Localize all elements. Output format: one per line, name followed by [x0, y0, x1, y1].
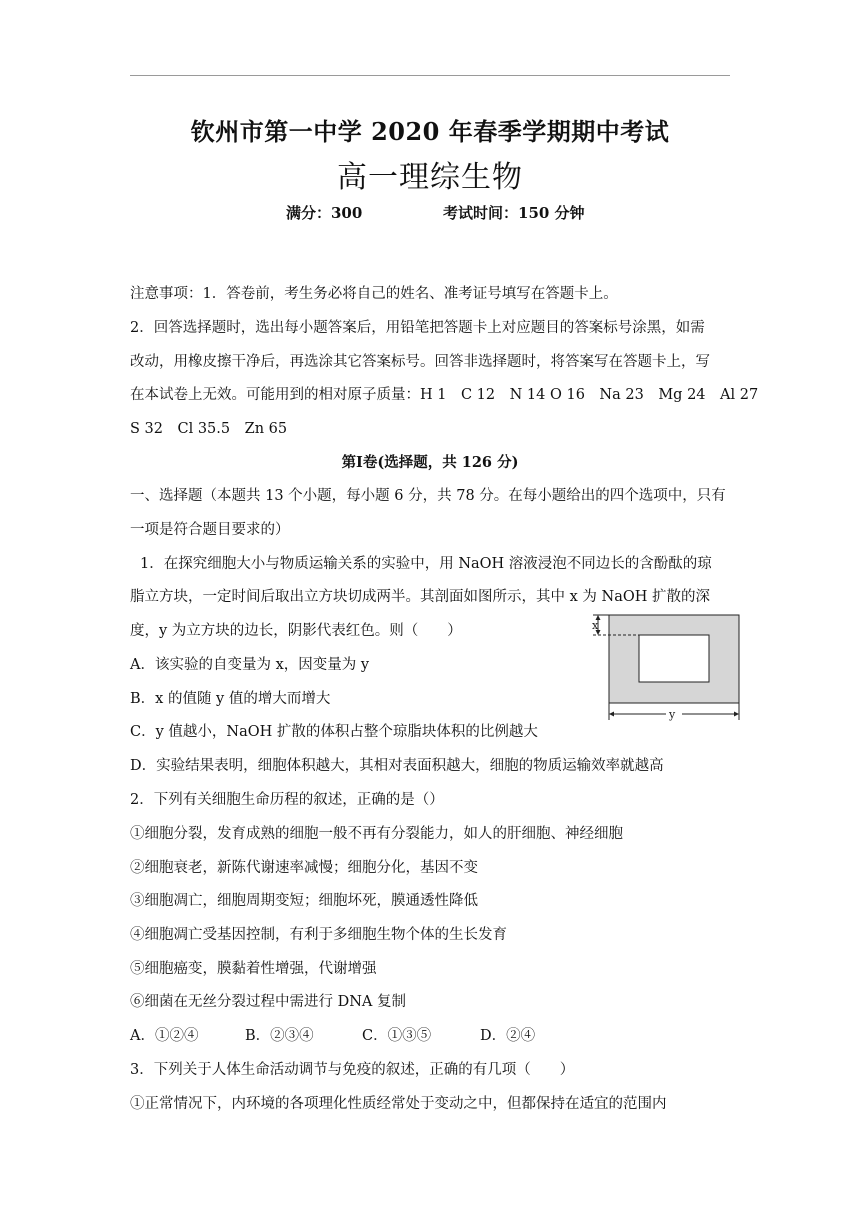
q1-stem: 度，y 为立方块的边长，阴影代表红色。则（ ） — [130, 623, 462, 639]
agar-cube-figure — [584, 610, 744, 722]
q2-option-a: A．①②④ — [130, 1028, 199, 1044]
q2-stem: 2．下列有关细胞生命历程的叙述，正确的是（） — [130, 792, 444, 808]
q1-stem: 脂立方块，一定时间后取出立方块切成两半。其剖面如图所示，其中 x 为 NaOH 扩散的深 — [130, 589, 710, 605]
header-rule — [130, 75, 730, 76]
q2-item: ②细胞衰老，新陈代谢速率减慢；细胞分化，基因不变 — [130, 860, 478, 876]
section-title: 第Ⅰ卷(选择题，共 126 分) — [341, 454, 519, 471]
notice-line: S 32 Cl 35.5 Zn 65 — [130, 421, 288, 437]
section-instruction: 一项是符合题目要求的） — [130, 522, 290, 538]
q3-stem: 3．下列关于人体生命活动调节与免疫的叙述，正确的有几项（ ） — [130, 1062, 575, 1078]
q1-stem: 1．在探究细胞大小与物质运输关系的实验中，用 NaOH 溶液浸泡不同边长的含酚酞的琼 — [140, 556, 712, 572]
exam-time: 考试时间：150 分钟 — [443, 204, 585, 222]
notice-line: 改动，用橡皮擦干净后，再选涂其它答案标号。回答非选择题时，将答案写在答题卡上，写 — [130, 354, 710, 370]
notice-line: 注意事项：1．答卷前，考生务必将自己的姓名、准考证号填写在答题卡上。 — [130, 286, 618, 302]
q1-option-d: D．实验结果表明，细胞体积越大，其相对表面积越大，细胞的物质运输效率就越高 — [130, 758, 664, 774]
exam-title: 钦州市第一中学 2020 年春季学期期中考试 — [190, 117, 670, 146]
q3-item: ①正常情况下，内环境的各项理化性质经常处于变动之中，但都保持在适宜的范围内 — [130, 1096, 667, 1112]
exam-subtitle: 高一理综生物 — [337, 160, 523, 195]
q2-item: ③细胞凋亡，细胞周期变短；细胞坏死，膜通透性降低 — [130, 893, 478, 909]
section-instruction: 一、选择题（本题共 13 个小题，每小题 6 分，共 78 分。在每小题给出的四个选项中，只有 — [130, 488, 726, 504]
q1-option-c: C．y 值越小，NaOH 扩散的体积占整个琼脂块体积的比例越大 — [130, 724, 538, 740]
q2-option-b: B．②③④ — [245, 1028, 314, 1044]
notice-line: 在本试卷上无效。可能用到的相对原子质量：H 1 C 12 N 14 O 16 Na 23 Mg 24 Al 27 — [130, 387, 759, 403]
q2-item: ⑥细菌在无丝分裂过程中需进行 DNA 复制 — [130, 994, 407, 1010]
q2-item: ⑤细胞癌变，膜黏着性增强，代谢增强 — [130, 961, 377, 977]
notice-line: 2．回答选择题时，选出每小题答案后，用铅笔把答题卡上对应题目的答案标号涂黑，如需 — [130, 320, 705, 336]
q2-item: ①细胞分裂，发育成熟的细胞一般不再有分裂能力，如人的肝细胞、神经细胞 — [130, 826, 623, 842]
q1-option-b: B．x 的值随 y 值的增大而增大 — [130, 691, 331, 707]
figure-y-label: y — [669, 708, 676, 721]
figure-x-label: x — [592, 619, 599, 632]
q1-option-a: A．该实验的自变量为 x，因变量为 y — [130, 657, 370, 673]
q2-item: ④细胞凋亡受基因控制，有利于多细胞生物个体的生长发育 — [130, 927, 507, 943]
q2-option-d: D．②④ — [480, 1028, 536, 1044]
full-score: 满分：300 — [286, 204, 363, 222]
q2-option-c: C．①③⑤ — [362, 1028, 432, 1044]
